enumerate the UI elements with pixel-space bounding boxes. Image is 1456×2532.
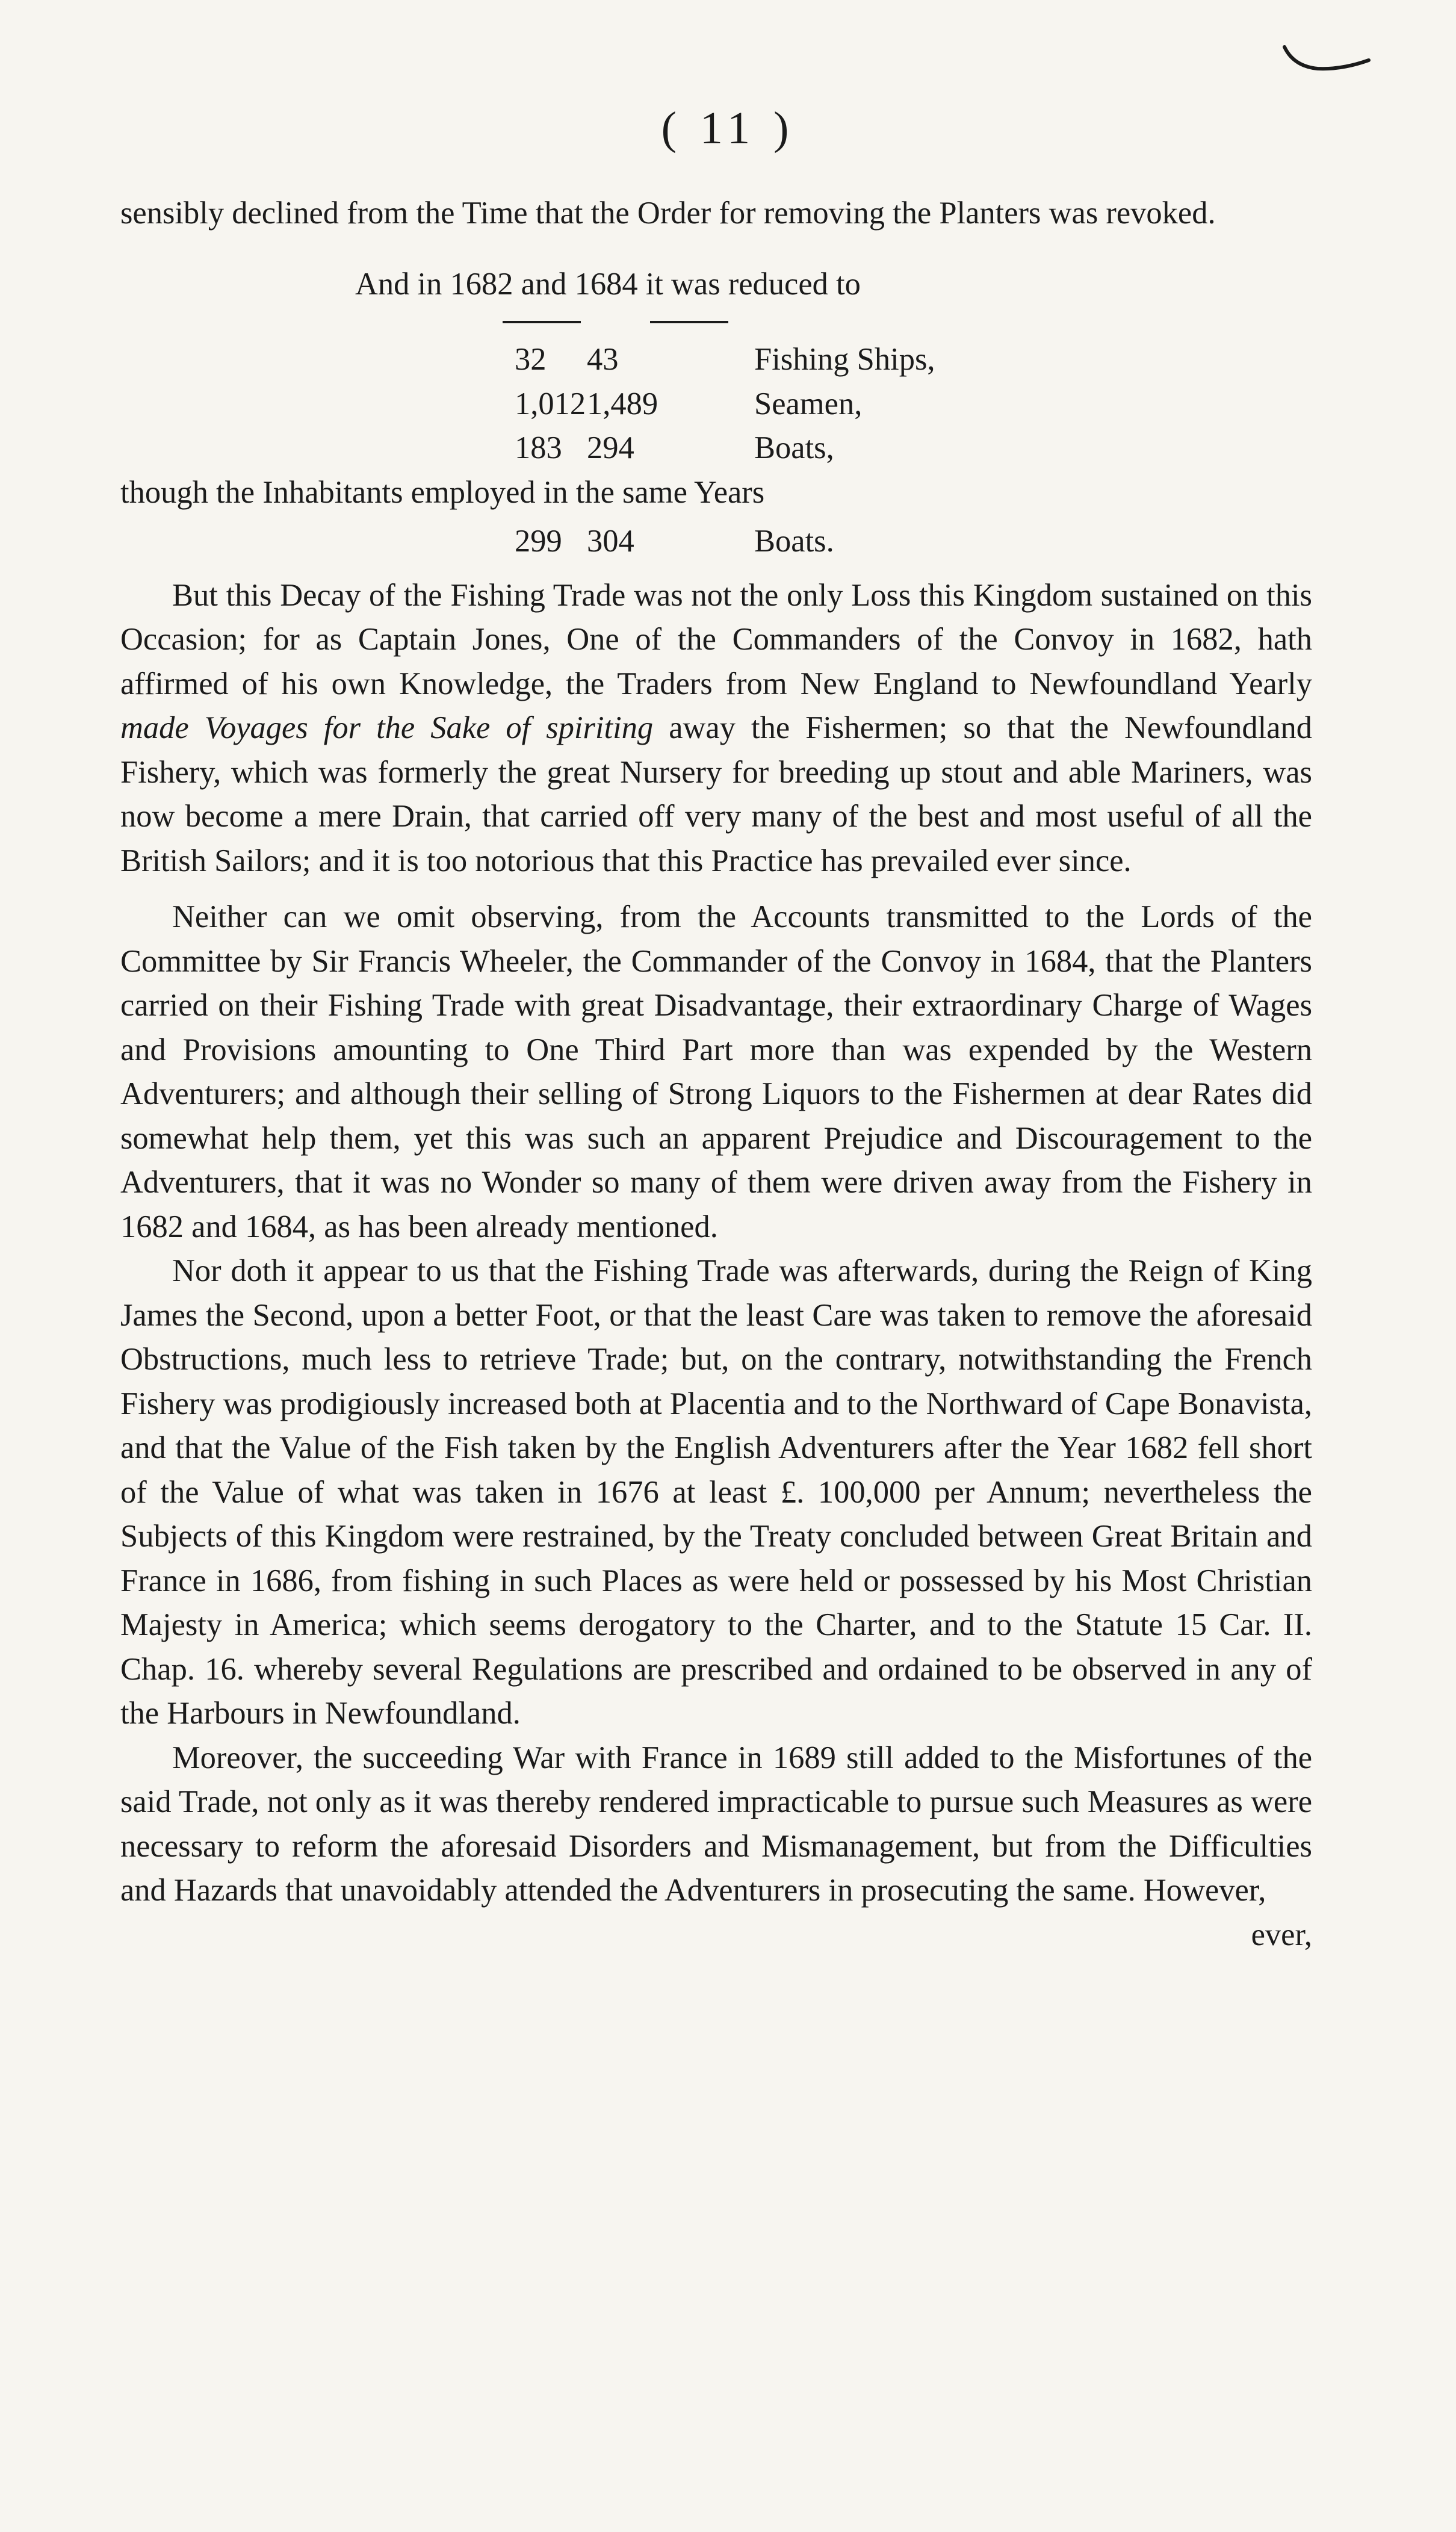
table-row <box>515 520 834 564</box>
intro-paragraph: sensibly declined from the Time that the Order for removing the Planters was revoked. <box>120 196 1216 231</box>
table-row <box>515 338 935 382</box>
stat-1682-ships: 32 <box>515 342 547 377</box>
reduction-year-1684: 1684 <box>574 266 638 302</box>
stat-label-ships: Fishing Ships, <box>754 342 935 377</box>
paragraph-wheeler: Neither can we omit observing, from the Accounts transmitted to the Lords of the Committee by Sir Francis Wheeler, the Commander of the Convoy in 1684, that the Planters carried on their Fishing Trade with great Disadvantage, their extraordinary Charge of Wages and Provisions amounting to One Third Part more than was expended by the Western Adventurers; and although their selling of Strong Liquors to the Fishermen at dear Rates did somewhat help them, yet this was such an apparent Prejudice and Discouragement to the Adventurers, that it was no Wonder so many of them were driven away from the Fishery in 1682 and 1684, as has been already mentioned. <box>120 899 1312 1244</box>
paragraph-decay <box>120 574 1312 884</box>
inhabitants-line: though the Inhabitants employed in the same Years <box>120 474 765 510</box>
reduction-year-1682: 1682 <box>450 266 513 302</box>
reduction-prefix: And in <box>355 266 442 302</box>
table-row <box>515 382 935 427</box>
inhabitants-label-boats: Boats. <box>754 524 834 559</box>
inhabitants-1684-boats: 304 <box>587 524 634 559</box>
stat-label-boats: Boats, <box>754 430 834 465</box>
decay-text-before: But this Decay of the Fishing Trade was not the only Loss this Kingdom sustained on this Occasion; for as Captain Jones, One of the Commanders of the Convoy in 1682, hath affirmed of his own Knowledge, the Traders from New England to Newfoundland Yearly <box>120 577 1312 701</box>
stat-1682-seamen: 1,012 <box>515 386 586 421</box>
stat-1684-ships: 43 <box>587 342 619 377</box>
fishery-stats-table <box>515 338 935 471</box>
paragraph-war: Moreover, the succeeding War with France in 1689 still added to the Misfortunes of the said Trade, not only as it was thereby rendered impracticable to pursue such Measures as were necessary to reform the aforesaid Disorders and Mismanagement, but from the Difficulties and Hazards that unavoidably attended the Adventurers in prosecuting the same. However, <box>120 1740 1312 1908</box>
decay-text-italic: made Voyages for the Sake of spiriting <box>120 710 654 745</box>
pen-flourish-mark <box>1281 42 1372 78</box>
stat-1684-seamen: 1,489 <box>587 386 658 421</box>
paragraph-james: Nor doth it appear to us that the Fishing Trade was afterwards, during the Reign of King James the Second, upon a better Foot, or that the least Care was taken to remove the aforesaid Obstructions, much less to retrieve Trade; but, on the contrary, notwithstanding the French Fishery was prodigiously increased both at Placentia and to the Northward of Cape Bonavista, and that the Value of the Fish taken by the English Adventurers after the Year 1682 fell short of the Value of what was taken in 1676 at least £. 100,000 per Annum; nevertheless the Subjects of this Kingdom were restrained, by the Treaty concluded between Great Britain and France in 1686, from fishing in such Places as were held or possessed by his Most Christian Majesty in America; which seems derogatory to the Charter, and to the Statute 15 Car. II. Chap. 16. whereby several Regulations are prescribed and ordained to be observed in any of the Harbours in Newfoundland. <box>120 1253 1312 1731</box>
year-rules <box>120 321 1312 334</box>
reduction-intro <box>120 262 1312 307</box>
decay-text-after: away the Fishermen; so that the Newfoundland Fishery, which was formerly the great Nursery for breeding up stout and able Mariners, was now become a mere Drain, that carried off very many of the best and most useful of all the British Sailors; and it is too notorious that this Practice has prevailed ever since. <box>120 710 1312 878</box>
stat-1682-boats: 183 <box>515 430 562 465</box>
stat-label-seamen: Seamen, <box>754 386 863 421</box>
rule-1684 <box>650 321 728 323</box>
inhabitants-1682-boats: 299 <box>515 524 562 559</box>
rule-1682 <box>503 321 581 323</box>
table-row <box>515 426 935 471</box>
catchword: ever, <box>1251 1917 1312 1952</box>
stat-1684-boats: 294 <box>587 430 634 465</box>
reduction-conjunction: and <box>521 266 567 302</box>
page-body <box>120 191 1312 1957</box>
reduction-suffix: it was reduced to <box>645 266 861 302</box>
page-header: ( 11 ) <box>661 103 795 154</box>
inhabitants-stats-table <box>515 520 834 564</box>
